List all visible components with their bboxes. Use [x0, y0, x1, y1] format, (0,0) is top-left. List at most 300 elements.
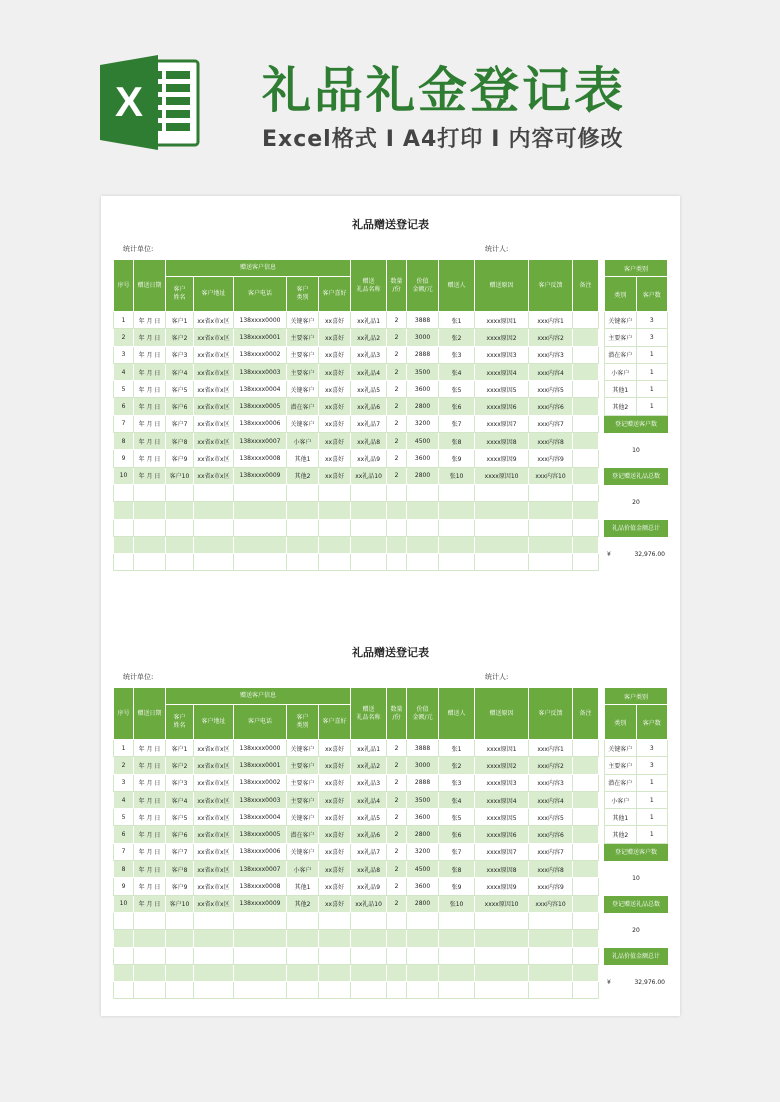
unit-label: 统计单位:	[123, 245, 154, 253]
empty-cell	[134, 519, 166, 536]
cell-date: 年 月 日	[134, 843, 166, 860]
empty-cell	[166, 519, 194, 536]
cell-value: 2888	[407, 774, 439, 791]
cell-note	[573, 895, 599, 912]
cell-value: 3500	[407, 363, 439, 380]
cell-name: 客户6	[166, 826, 194, 843]
cell-seq: 7	[114, 843, 134, 860]
cell-seq: 4	[114, 363, 134, 380]
gift-count-value: 20	[632, 498, 640, 506]
cell-address: xx省x市x区	[194, 363, 234, 380]
empty-cell	[114, 502, 134, 519]
empty-cell	[234, 912, 287, 929]
empty-cell	[387, 502, 407, 519]
empty-cell	[134, 554, 166, 571]
category-count: 1	[636, 809, 668, 826]
cell-type: 关键客户	[287, 381, 319, 398]
cell-date: 年 月 日	[134, 346, 166, 363]
cell-feedback: xxx内容7	[529, 843, 573, 860]
subtitle-print: A4打印	[402, 127, 484, 152]
cell-value: 3600	[407, 381, 439, 398]
cell-note	[573, 415, 599, 432]
cell-phone: 138xxxx0004	[234, 381, 287, 398]
empty-cell	[573, 502, 599, 519]
cell-seq: 1	[114, 740, 134, 757]
cell-address: xx省x市x区	[194, 740, 234, 757]
empty-cell	[114, 519, 134, 536]
cell-date: 年 月 日	[134, 809, 166, 826]
cell-qty: 2	[387, 809, 407, 826]
col-header-group: 赠送客户信息	[166, 688, 351, 705]
cell-date: 年 月 日	[134, 363, 166, 380]
category-row	[605, 809, 668, 826]
empty-cell	[194, 964, 234, 981]
empty-cell	[573, 947, 599, 964]
category-col-type: 类别	[605, 705, 637, 740]
cell-date: 年 月 日	[134, 757, 166, 774]
col-header-address: 客户地址	[194, 705, 234, 740]
empty-cell	[407, 947, 439, 964]
cell-giver: 张8	[439, 433, 475, 450]
col-header-seq: 序号	[114, 688, 134, 740]
cell-reason: xxxx原因3	[475, 346, 529, 363]
cell-note	[573, 843, 599, 860]
cell-feedback: xxx内容10	[529, 467, 573, 484]
empty-cell	[439, 536, 475, 553]
cell-phone: 138xxxx0008	[234, 878, 287, 895]
category-count: 1	[636, 398, 668, 415]
money-total	[604, 965, 668, 1000]
cell-name: 客户1	[166, 740, 194, 757]
cell-hobby: xx喜好	[319, 329, 351, 346]
empty-cell	[351, 912, 387, 929]
subtitle-format: Excel格式	[262, 127, 378, 152]
cell-reason: xxxx原因8	[475, 861, 529, 878]
cell-phone: 138xxxx0002	[234, 346, 287, 363]
category-col-count: 客户数	[636, 277, 668, 312]
cell-seq: 3	[114, 774, 134, 791]
empty-cell	[287, 964, 319, 981]
empty-cell	[407, 964, 439, 981]
category-count: 3	[636, 312, 668, 329]
empty-cell	[114, 982, 134, 999]
empty-cell	[114, 947, 134, 964]
table-row	[114, 861, 599, 878]
empty-cell	[287, 536, 319, 553]
empty-cell	[529, 930, 573, 947]
cell-feedback: xxx内容2	[529, 757, 573, 774]
table-row	[114, 415, 599, 432]
empty-cell	[439, 554, 475, 571]
cell-reason: xxxx原因3	[475, 774, 529, 791]
empty-row	[114, 930, 599, 947]
cell-giver: 张4	[439, 363, 475, 380]
cell-gift: xx礼品7	[351, 843, 387, 860]
empty-row	[114, 947, 599, 964]
cell-note	[573, 826, 599, 843]
empty-cell	[114, 912, 134, 929]
cell-qty: 2	[387, 329, 407, 346]
cell-value: 2800	[407, 398, 439, 415]
empty-cell	[529, 964, 573, 981]
col-header-giver: 赠送人	[439, 688, 475, 740]
empty-cell	[166, 947, 194, 964]
col-header-feedback: 客户反馈	[529, 688, 573, 740]
col-header-reason: 赠送原因	[475, 688, 529, 740]
empty-cell	[387, 930, 407, 947]
empty-cell	[573, 484, 599, 501]
cell-reason: xxxx原因10	[475, 467, 529, 484]
cell-qty: 2	[387, 450, 407, 467]
cell-qty: 2	[387, 415, 407, 432]
cell-feedback: xxx内容7	[529, 415, 573, 432]
empty-cell	[529, 519, 573, 536]
empty-cell	[439, 947, 475, 964]
empty-cell	[287, 484, 319, 501]
cell-qty: 2	[387, 774, 407, 791]
empty-cell	[387, 947, 407, 964]
cell-note	[573, 381, 599, 398]
empty-cell	[234, 536, 287, 553]
empty-cell	[529, 912, 573, 929]
cell-qty: 2	[387, 757, 407, 774]
cell-address: xx省x市x区	[194, 381, 234, 398]
cell-seq: 7	[114, 415, 134, 432]
col-header-name: 客户 姓名	[166, 277, 194, 312]
cell-value: 3600	[407, 878, 439, 895]
cell-name: 客户2	[166, 757, 194, 774]
empty-cell	[319, 947, 351, 964]
cell-qty: 2	[387, 433, 407, 450]
cell-address: xx省x市x区	[194, 346, 234, 363]
col-header-type: 客户 类别	[287, 705, 319, 740]
sheet-title: 礼品赠送登记表	[352, 218, 429, 231]
cell-name: 客户5	[166, 381, 194, 398]
table-row	[114, 329, 599, 346]
cell-phone: 138xxxx0008	[234, 450, 287, 467]
col-header-phone: 客户电话	[234, 705, 287, 740]
cell-giver: 张3	[439, 346, 475, 363]
cell-value: 3600	[407, 809, 439, 826]
cell-address: xx省x市x区	[194, 312, 234, 329]
empty-cell	[475, 519, 529, 536]
cell-gift: xx礼品1	[351, 312, 387, 329]
cell-gift: xx礼品6	[351, 398, 387, 415]
client-count-label: 登记赠送客户数	[604, 844, 668, 861]
empty-cell	[166, 554, 194, 571]
empty-cell	[319, 964, 351, 981]
cell-date: 年 月 日	[134, 740, 166, 757]
category-count: 1	[636, 826, 668, 843]
cell-giver: 张1	[439, 312, 475, 329]
money-total-value: 32,976.00	[634, 978, 665, 986]
cell-feedback: xxx内容8	[529, 861, 573, 878]
empty-cell	[134, 982, 166, 999]
empty-row	[114, 964, 599, 981]
page-title: 礼品礼金登记表	[262, 62, 627, 119]
cell-giver: 张6	[439, 826, 475, 843]
empty-row	[114, 484, 599, 501]
cell-type: 其他2	[287, 467, 319, 484]
empty-cell	[351, 947, 387, 964]
cell-value: 3600	[407, 450, 439, 467]
cell-phone: 138xxxx0003	[234, 791, 287, 808]
cell-reason: xxxx原因4	[475, 363, 529, 380]
empty-cell	[234, 502, 287, 519]
empty-cell	[439, 964, 475, 981]
cell-note	[573, 346, 599, 363]
cell-seq: 9	[114, 450, 134, 467]
cell-phone: 138xxxx0007	[234, 861, 287, 878]
cell-name: 客户7	[166, 843, 194, 860]
table-row	[114, 312, 599, 329]
cell-gift: xx礼品8	[351, 433, 387, 450]
empty-cell	[439, 912, 475, 929]
table-row	[114, 346, 599, 363]
empty-cell	[387, 912, 407, 929]
cell-type: 主要客户	[287, 774, 319, 791]
table-row	[114, 398, 599, 415]
cell-value: 2800	[407, 467, 439, 484]
cell-gift: xx礼品7	[351, 415, 387, 432]
empty-cell	[234, 964, 287, 981]
cell-date: 年 月 日	[134, 381, 166, 398]
empty-cell	[114, 554, 134, 571]
col-header-value: 价值 金额/元	[407, 260, 439, 312]
page-header	[0, 0, 780, 190]
cell-address: xx省x市x区	[194, 809, 234, 826]
empty-cell	[134, 912, 166, 929]
empty-cell	[475, 930, 529, 947]
empty-cell	[287, 912, 319, 929]
category-row	[605, 381, 668, 398]
cell-gift: xx礼品1	[351, 740, 387, 757]
col-header-note: 备注	[573, 688, 599, 740]
cell-value: 2800	[407, 826, 439, 843]
cell-value: 3200	[407, 843, 439, 860]
category-header: 客户类别	[605, 260, 668, 277]
cell-reason: xxxx原因9	[475, 878, 529, 895]
cell-note	[573, 450, 599, 467]
cell-seq: 3	[114, 346, 134, 363]
cell-value: 4500	[407, 433, 439, 450]
cell-note	[573, 398, 599, 415]
empty-cell	[234, 519, 287, 536]
empty-cell	[573, 536, 599, 553]
register-table	[113, 687, 599, 999]
empty-cell	[319, 536, 351, 553]
cell-note	[573, 329, 599, 346]
cell-address: xx省x市x区	[194, 895, 234, 912]
cell-address: xx省x市x区	[194, 843, 234, 860]
cell-type: 关键客户	[287, 312, 319, 329]
empty-cell	[529, 947, 573, 964]
cell-gift: xx礼品6	[351, 826, 387, 843]
cell-date: 年 月 日	[134, 398, 166, 415]
empty-cell	[439, 484, 475, 501]
cell-reason: xxxx原因6	[475, 398, 529, 415]
empty-cell	[134, 930, 166, 947]
empty-cell	[166, 912, 194, 929]
cell-address: xx省x市x区	[194, 433, 234, 450]
gift-count-value: 20	[632, 926, 640, 934]
category-row	[605, 826, 668, 843]
empty-cell	[319, 484, 351, 501]
empty-cell	[351, 484, 387, 501]
empty-cell	[134, 502, 166, 519]
empty-cell	[407, 536, 439, 553]
cell-feedback: xxx内容6	[529, 398, 573, 415]
col-header-hobby: 客户喜好	[319, 277, 351, 312]
cell-seq: 10	[114, 467, 134, 484]
empty-cell	[351, 519, 387, 536]
empty-cell	[351, 982, 387, 999]
cell-giver: 张5	[439, 809, 475, 826]
table-row	[114, 467, 599, 484]
cell-phone: 138xxxx0009	[234, 895, 287, 912]
cell-reason: xxxx原因1	[475, 740, 529, 757]
empty-cell	[387, 554, 407, 571]
cell-reason: xxxx原因5	[475, 381, 529, 398]
cell-date: 年 月 日	[134, 415, 166, 432]
cell-phone: 138xxxx0005	[234, 826, 287, 843]
cell-gift: xx礼品4	[351, 363, 387, 380]
cell-phone: 138xxxx0000	[234, 312, 287, 329]
cell-seq: 1	[114, 312, 134, 329]
empty-cell	[407, 982, 439, 999]
cell-giver: 张10	[439, 467, 475, 484]
cell-note	[573, 312, 599, 329]
empty-row	[114, 554, 599, 571]
cell-reason: xxxx原因8	[475, 433, 529, 450]
empty-cell	[194, 519, 234, 536]
empty-cell	[287, 982, 319, 999]
cell-qty: 2	[387, 740, 407, 757]
summary-panel	[604, 259, 668, 572]
cell-note	[573, 433, 599, 450]
cell-name: 客户6	[166, 398, 194, 415]
empty-cell	[194, 912, 234, 929]
cell-seq: 5	[114, 381, 134, 398]
cell-address: xx省x市x区	[194, 415, 234, 432]
empty-cell	[407, 912, 439, 929]
empty-cell	[439, 502, 475, 519]
subtitle-separator: I	[385, 127, 395, 152]
cell-hobby: xx喜好	[319, 433, 351, 450]
money-total	[604, 537, 668, 572]
cell-feedback: xxx内容9	[529, 878, 573, 895]
unit-label: 统计单位:	[123, 673, 154, 681]
category-row	[605, 346, 668, 363]
table-row	[114, 450, 599, 467]
empty-cell	[387, 484, 407, 501]
empty-cell	[234, 484, 287, 501]
empty-cell	[194, 554, 234, 571]
col-header-reason: 赠送原因	[475, 260, 529, 312]
cell-giver: 张2	[439, 329, 475, 346]
category-row	[605, 329, 668, 346]
category-count: 3	[636, 329, 668, 346]
cell-qty: 2	[387, 312, 407, 329]
cell-address: xx省x市x区	[194, 774, 234, 791]
col-header-qty: 数量 /份	[387, 688, 407, 740]
cell-note	[573, 363, 599, 380]
empty-cell	[319, 982, 351, 999]
empty-cell	[573, 982, 599, 999]
empty-cell	[529, 982, 573, 999]
cell-address: xx省x市x区	[194, 450, 234, 467]
cell-seq: 2	[114, 329, 134, 346]
empty-row	[114, 536, 599, 553]
cell-type: 关键客户	[287, 740, 319, 757]
empty-cell	[573, 912, 599, 929]
cell-note	[573, 757, 599, 774]
empty-cell	[475, 536, 529, 553]
cell-qty: 2	[387, 381, 407, 398]
cell-phone: 138xxxx0004	[234, 809, 287, 826]
empty-cell	[234, 554, 287, 571]
cell-type: 主要客户	[287, 363, 319, 380]
table-row	[114, 878, 599, 895]
cell-hobby: xx喜好	[319, 757, 351, 774]
cell-hobby: xx喜好	[319, 450, 351, 467]
cell-phone: 138xxxx0000	[234, 740, 287, 757]
cell-address: xx省x市x区	[194, 757, 234, 774]
cell-date: 年 月 日	[134, 826, 166, 843]
cell-note	[573, 861, 599, 878]
col-header-date: 赠送日期	[134, 688, 166, 740]
cell-giver: 张9	[439, 450, 475, 467]
category-row	[605, 312, 668, 329]
gift-count-label: 登记赠送礼品总数	[604, 468, 668, 485]
cell-address: xx省x市x区	[194, 826, 234, 843]
cell-date: 年 月 日	[134, 878, 166, 895]
cell-feedback: xxx内容1	[529, 740, 573, 757]
empty-cell	[234, 982, 287, 999]
col-header-group: 赠送客户信息	[166, 260, 351, 277]
cell-giver: 张6	[439, 398, 475, 415]
category-name: 其他1	[605, 381, 637, 398]
empty-row	[114, 982, 599, 999]
category-row	[605, 757, 668, 774]
empty-cell	[166, 982, 194, 999]
cell-note	[573, 774, 599, 791]
empty-cell	[319, 930, 351, 947]
cell-hobby: xx喜好	[319, 878, 351, 895]
cell-qty: 2	[387, 791, 407, 808]
cell-note	[573, 791, 599, 808]
empty-cell	[287, 930, 319, 947]
cell-type: 主要客户	[287, 346, 319, 363]
money-total-label: 礼品价值金额总计	[604, 520, 668, 537]
empty-cell	[134, 947, 166, 964]
svg-text:X: X	[114, 78, 144, 125]
register-section	[101, 624, 680, 1024]
cell-giver: 张7	[439, 843, 475, 860]
category-name: 小客户	[605, 363, 637, 380]
table-row	[114, 843, 599, 860]
cell-address: xx省x市x区	[194, 398, 234, 415]
cell-feedback: xxx内容8	[529, 433, 573, 450]
cell-hobby: xx喜好	[319, 381, 351, 398]
table-row	[114, 433, 599, 450]
cell-name: 客户4	[166, 363, 194, 380]
empty-cell	[475, 947, 529, 964]
cell-giver: 张9	[439, 878, 475, 895]
category-name: 其他1	[605, 809, 637, 826]
col-header-type: 客户 类别	[287, 277, 319, 312]
category-header: 客户类别	[605, 688, 668, 705]
